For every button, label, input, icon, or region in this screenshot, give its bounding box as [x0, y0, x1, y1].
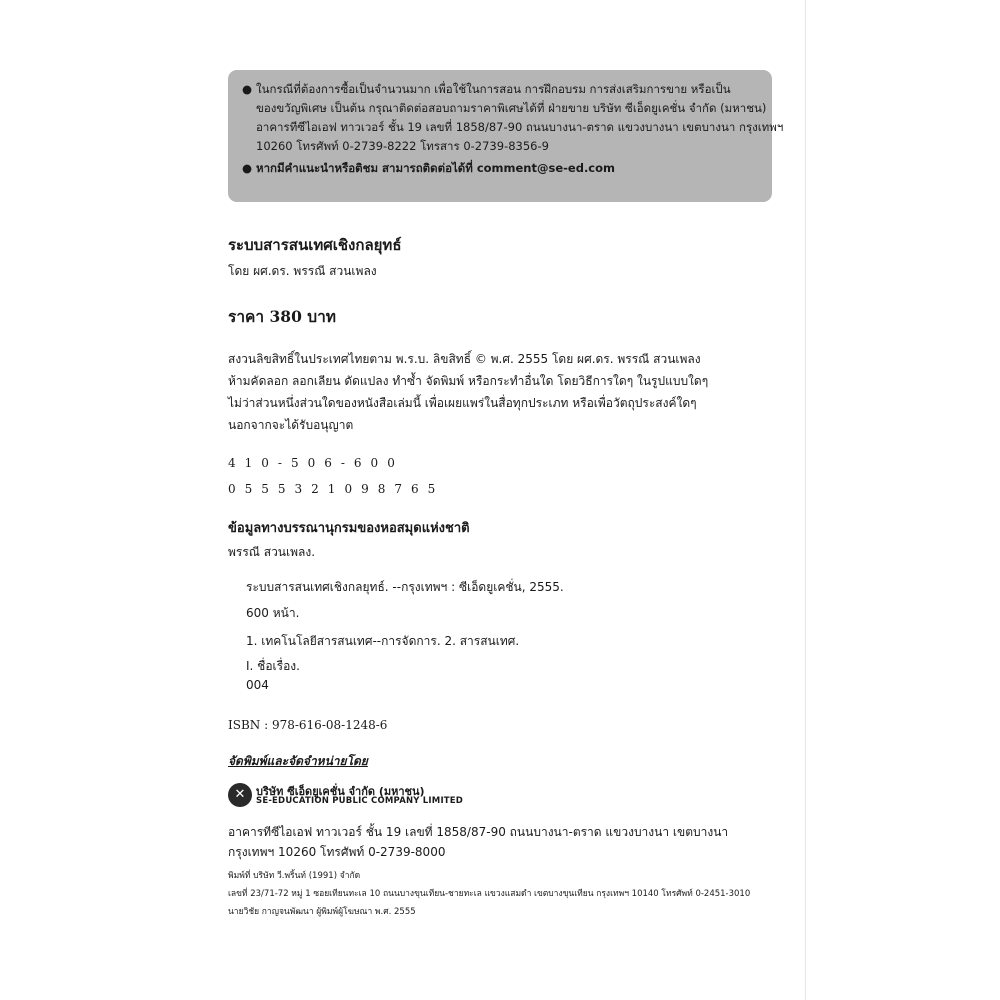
page-edge-line: [805, 0, 806, 1000]
copyright-line-3: ไม่ว่าส่วนหนึ่งส่วนใดของหนังสือเล่มนี้ เพื่อเผยแพร่ในสื่อทุกประเภท หรือเพื่อวัตถุประสงค์ใดๆ: [228, 396, 697, 410]
bullet-icon: ●: [242, 82, 253, 96]
notice-line-2: ของขวัญพิเศษ เป็นต้น กรุณาติดต่อสอบถามราคาพิเศษได้ที่ ฝ่ายขาย บริษัท ซีเอ็ดยูเคชั่น จำกัด (มหาชน): [256, 101, 767, 115]
printer-line-1: พิมพ์ที่ บริษัท วี.พริ้นท์ (1991) จำกัด: [228, 871, 361, 881]
isbn: ISBN : 978-616-08-1248-6: [228, 718, 388, 732]
code-line-1: 410-506-600: [228, 456, 404, 470]
code-line-2: 0555321098765: [228, 482, 445, 496]
bulk-order-notice-box: [228, 70, 784, 202]
circle-logo-icon: ✕: [228, 783, 252, 807]
publisher-address: [228, 822, 728, 862]
comment-contact-line: ● หากมีคำแนะนำหรือติชม สามารถติดต่อได้ที่ comment@se-ed.com: [242, 159, 760, 178]
publisher-name-en: SE-EDUCATION PUBLIC COMPANY LIMITED: [256, 796, 464, 806]
book-price: ราคา 380 บาท: [228, 307, 337, 326]
notice-line-4: 10260 โทรศัพท์ 0-2739-8222 โทรสาร 0-2739-8356-9: [256, 139, 549, 153]
cip-added-title: I. ชื่อเรื่อง.: [246, 659, 300, 673]
copyright-line-1: สงวนลิขสิทธิ์ในประเทศไทยตาม พ.ร.บ. ลิขสิทธิ์ © พ.ศ. 2555 โดย ผศ.ดร. พรรณี สวนเพลง: [228, 352, 701, 366]
publisher-name-th: บริษัท ซีเอ็ดยูเคชั่น จำกัด (มหาชน): [256, 785, 425, 798]
cip-class-number: 004: [246, 678, 269, 692]
book-title: ระบบสารสนเทศเชิงกลยุทธ์: [228, 236, 402, 254]
book-author: โดย ผศ.ดร. พรรณี สวนเพลง: [228, 264, 377, 278]
printer-line-3: นายวิชัย กาญจนพัฒนา ผู้พิมพ์ผู้โฆษณา พ.ศ. 2555: [228, 907, 416, 917]
cip-title-line: ระบบสารสนเทศเชิงกลยุทธ์. --กรุงเทพฯ : ซีเอ็ดยูเคชั่น, 2555.: [246, 580, 564, 594]
cip-heading: ข้อมูลทางบรรณานุกรมของหอสมุดแห่งชาติ: [228, 521, 470, 536]
printer-line-2: เลขที่ 23/71-72 หมู่ 1 ซอยเทียนทะเล 10 ถนนบางขุนเทียน-ชายทะเล แขวงแสมดำ เขตบางขุนเทียน กรุงเทพฯ 10140 โทรศัพท์ 0-2451-3010: [228, 889, 751, 899]
cip-author: พรรณี สวนเพลง.: [228, 545, 316, 559]
publisher-heading: จัดพิมพ์และจัดจำหน่ายโดย: [228, 754, 368, 768]
notice-line-3: อาคารทีซีไอเอฟ ทาวเวอร์ ชั้น 19 เลขที่ 1858/87-90 ถนนบางนา-ตราด แขวงบางนา เขตบางนา กรุงเทพฯ: [256, 120, 784, 134]
printer-info: [228, 867, 750, 921]
copyright-line-4: นอกจากจะได้รับอนุญาต: [228, 418, 354, 432]
address-line-2: กรุงเทพฯ 10260 โทรศัพท์ 0-2739-8000: [228, 845, 446, 859]
copyright-line-2: ห้ามคัดลอก ลอกเลียน ดัดแปลง ทำซ้ำ จัดพิมพ์ หรือกระทำอื่นใด โดยวิธีการใดๆ ในรูปแบบใดๆ: [228, 374, 709, 388]
cip-subjects: 1. เทคโนโลยีสารสนเทศ--การจัดการ. 2. สารสนเทศ.: [246, 634, 520, 648]
copyright-notice: [228, 348, 708, 436]
address-line-1: อาคารทีซีไอเอฟ ทาวเวอร์ ชั้น 19 เลขที่ 1858/87-90 ถนนบางนา-ตราด แขวงบางนา เขตบางนา: [228, 825, 729, 839]
cip-pages: 600 หน้า.: [246, 606, 300, 620]
bullet-icon: ●: [242, 161, 253, 175]
notice-line-1: ● ในกรณีที่ต้องการซื้อเป็นจำนวนมาก เพื่อใช้ในการสอน การฝึกอบรม การส่งเสริมการขาย หรือเป็น: [242, 80, 760, 99]
